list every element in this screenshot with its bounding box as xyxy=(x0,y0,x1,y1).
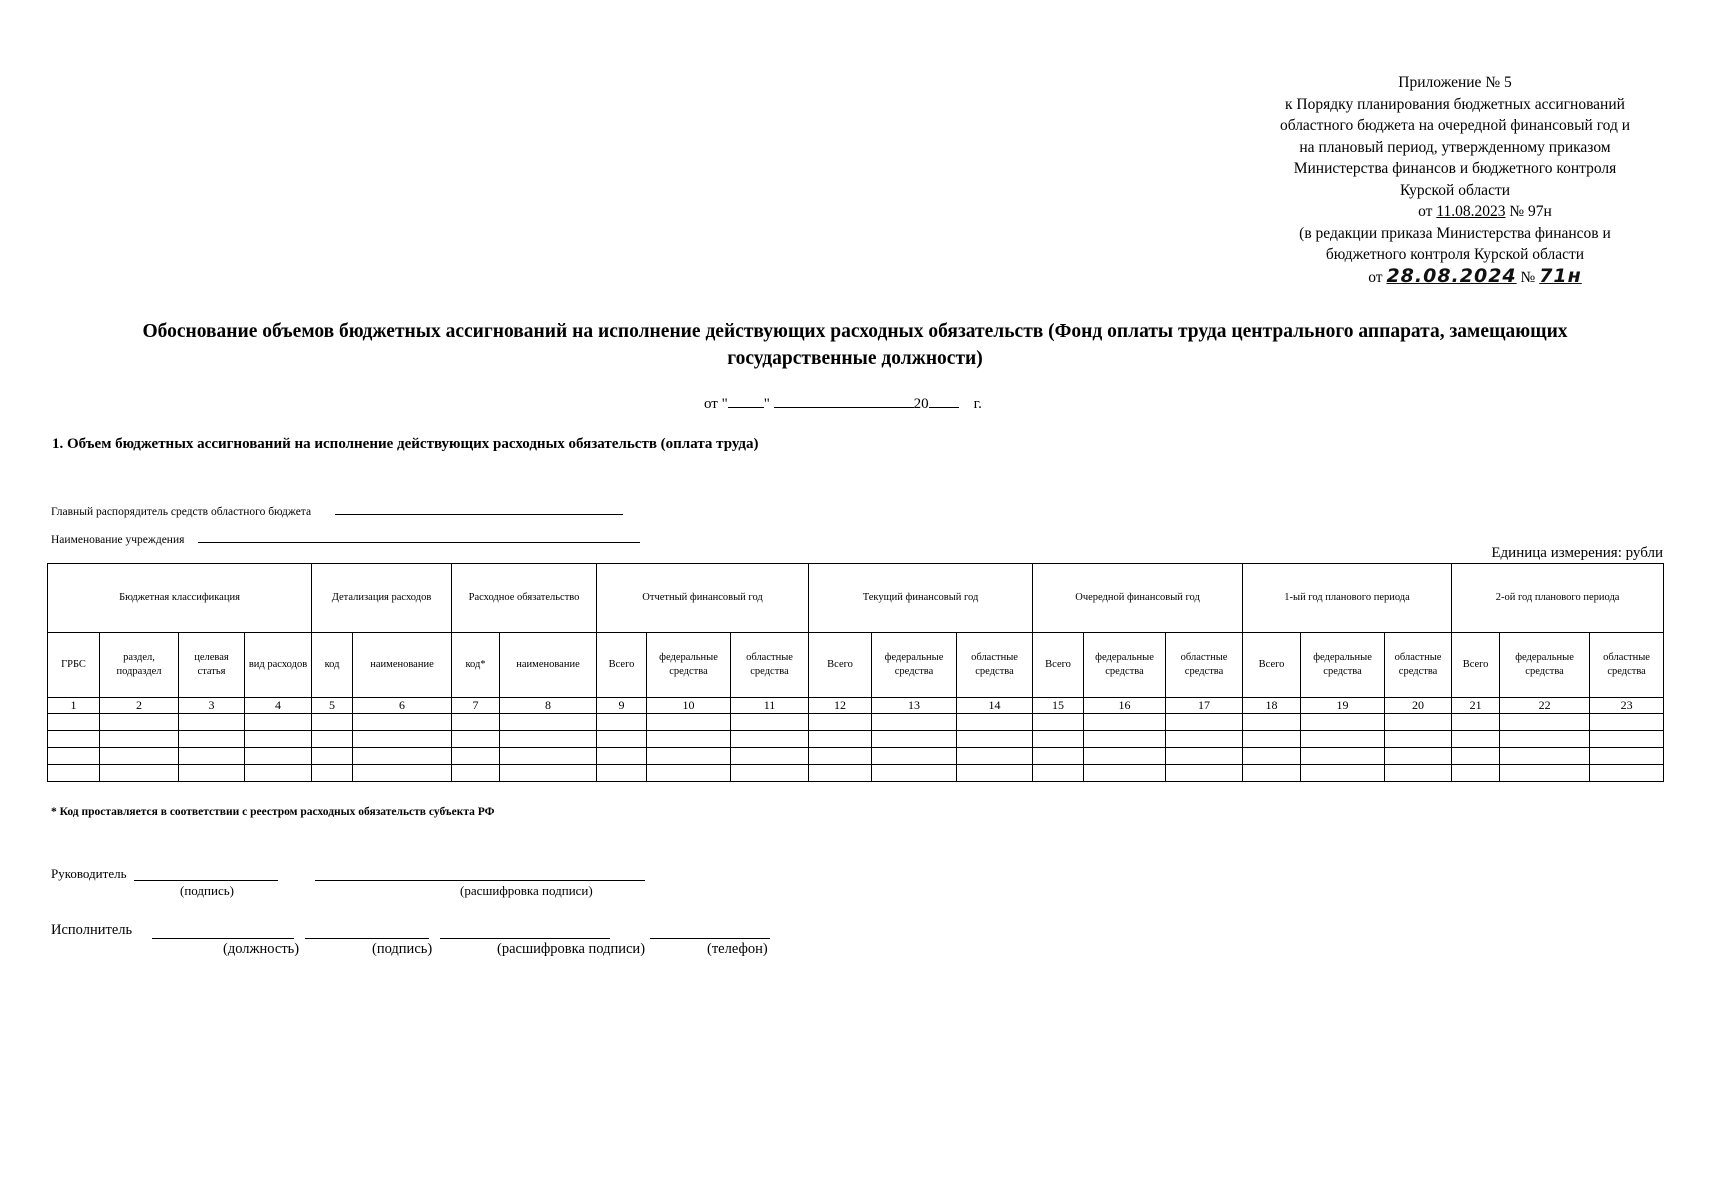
table-subheader-row xyxy=(48,633,1664,698)
order-prefix: от xyxy=(1418,203,1437,220)
table-cell[interactable] xyxy=(1166,714,1243,731)
head-caption-decode: (расшифровка подписи) xyxy=(460,883,593,898)
subheader-federal: федеральные средства xyxy=(1500,633,1590,698)
table-cell[interactable] xyxy=(1166,748,1243,765)
table-cell[interactable] xyxy=(1590,731,1664,748)
head-decode-field[interactable] xyxy=(315,880,645,881)
subheader-total: Всего xyxy=(1033,633,1084,698)
subheader-regional: областные средства xyxy=(731,633,809,698)
table-row xyxy=(48,731,1664,748)
table-cell[interactable] xyxy=(1385,714,1452,731)
subheader-federal: федеральные средства xyxy=(872,633,957,698)
table-cell[interactable] xyxy=(1301,748,1385,765)
table-cell[interactable] xyxy=(1500,748,1590,765)
date-quote-close: " xyxy=(763,396,770,412)
order-reference xyxy=(1255,201,1655,223)
column-number: 17 xyxy=(1166,698,1243,714)
table-cell[interactable] xyxy=(1243,731,1301,748)
subheader-expense-type: вид расходов xyxy=(245,633,312,698)
table-cell[interactable] xyxy=(1243,748,1301,765)
table-cell[interactable] xyxy=(647,714,731,731)
table-cell[interactable] xyxy=(452,731,500,748)
column-number: 13 xyxy=(872,698,957,714)
table-cell[interactable] xyxy=(245,731,312,748)
header-expense-detail: Детализация расходов xyxy=(312,564,452,633)
unit-label: Единица измерения: рубли xyxy=(1491,545,1663,561)
table-cell[interactable] xyxy=(245,714,312,731)
table-cell[interactable] xyxy=(1033,714,1084,731)
table-header-row xyxy=(48,564,1664,633)
table-cell[interactable] xyxy=(452,765,500,782)
table-cell[interactable] xyxy=(957,731,1033,748)
table-cell[interactable] xyxy=(100,714,179,731)
executor-caption-decode: (расшифровка подписи) xyxy=(497,941,646,957)
table-cell[interactable] xyxy=(1084,714,1166,731)
table-cell[interactable] xyxy=(500,731,597,748)
table-cell[interactable] xyxy=(452,748,500,765)
executor-label: Исполнитель xyxy=(51,922,133,938)
column-number-row xyxy=(48,698,1664,714)
table-cell[interactable] xyxy=(1452,714,1500,731)
subheader-total: Всего xyxy=(1452,633,1500,698)
subheader-regional: областные средства xyxy=(1166,633,1243,698)
table-cell[interactable] xyxy=(353,748,452,765)
subheader-total: Всего xyxy=(597,633,647,698)
appendix-line: Приложение № 5 xyxy=(1398,74,1512,91)
column-number: 10 xyxy=(647,698,731,714)
table-cell[interactable] xyxy=(1243,765,1301,782)
subheader-regional: областные средства xyxy=(957,633,1033,698)
table-cell[interactable] xyxy=(647,765,731,782)
header-obligation: Расходное обязательство xyxy=(452,564,597,633)
executor-caption-position: (должность) xyxy=(223,941,300,957)
column-number: 12 xyxy=(809,698,872,714)
column-number: 3 xyxy=(179,698,245,714)
column-number: 4 xyxy=(245,698,312,714)
table-cell[interactable] xyxy=(1385,748,1452,765)
table-cell[interactable] xyxy=(500,765,597,782)
column-number: 21 xyxy=(1452,698,1500,714)
table-cell[interactable] xyxy=(353,731,452,748)
table-cell[interactable] xyxy=(872,714,957,731)
date-line xyxy=(704,393,982,413)
table-cell[interactable] xyxy=(957,748,1033,765)
date-prefix: от " xyxy=(704,396,728,412)
table-cell[interactable] xyxy=(179,714,245,731)
table-row xyxy=(48,765,1664,782)
table-cell[interactable] xyxy=(597,714,647,731)
column-number: 23 xyxy=(1590,698,1664,714)
order-number: № 97н xyxy=(1509,203,1552,220)
head-caption-sign: (подпись) xyxy=(180,883,234,898)
table-cell[interactable] xyxy=(1452,731,1500,748)
year-suffix: г. xyxy=(973,396,982,412)
section-heading: 1. Объем бюджетных ассигнований на исполнение действующих расходных обязательств (оплата труда) xyxy=(52,436,759,452)
column-number: 2 xyxy=(100,698,179,714)
table-cell[interactable] xyxy=(957,765,1033,782)
year-prefix: 20 xyxy=(913,396,929,412)
table-cell[interactable] xyxy=(100,765,179,782)
appendix-line: Министерства финансов и бюджетного контроля xyxy=(1293,160,1617,177)
header-reporting-year: Отчетный финансовый год xyxy=(597,564,809,633)
subheader-section: раздел, подраздел xyxy=(100,633,179,698)
table-cell[interactable] xyxy=(500,748,597,765)
head-signature-field[interactable] xyxy=(134,880,278,881)
table-cell[interactable] xyxy=(647,748,731,765)
column-number: 5 xyxy=(312,698,353,714)
budget-table xyxy=(47,563,1664,782)
table-cell[interactable] xyxy=(597,731,647,748)
table-cell[interactable] xyxy=(1084,748,1166,765)
subheader-regional: областные средства xyxy=(1385,633,1452,698)
table-cell[interactable] xyxy=(1033,765,1084,782)
table-cell[interactable] xyxy=(312,765,353,782)
grbs-field[interactable] xyxy=(335,504,623,515)
subheader-name: наименование xyxy=(500,633,597,698)
column-number: 6 xyxy=(353,698,452,714)
table-cell[interactable] xyxy=(809,765,872,782)
subheader-regional: областные средства xyxy=(1590,633,1664,698)
table-cell[interactable] xyxy=(1590,748,1664,765)
table-cell[interactable] xyxy=(48,731,100,748)
table-cell[interactable] xyxy=(1590,714,1664,731)
column-number: 18 xyxy=(1243,698,1301,714)
edition-reference xyxy=(1295,266,1655,289)
table-cell[interactable] xyxy=(48,748,100,765)
table-cell[interactable] xyxy=(1166,765,1243,782)
table-cell[interactable] xyxy=(872,748,957,765)
header-current-year: Текущий финансовый год xyxy=(809,564,1033,633)
document-title-line: Обоснование объемов бюджетных ассигнований на исполнение действующих расходных обязательств (Фонд оплаты труда центрального аппарата, замещающих xyxy=(142,321,1568,342)
edition-no-label: № xyxy=(1520,268,1536,286)
column-number: 1 xyxy=(48,698,100,714)
table-cell[interactable] xyxy=(179,765,245,782)
subheader-code: код xyxy=(312,633,353,698)
table-cell[interactable] xyxy=(731,714,809,731)
header-budget-classification: Бюджетная классификация xyxy=(48,564,312,633)
table-cell[interactable] xyxy=(957,714,1033,731)
table-cell[interactable] xyxy=(312,731,353,748)
column-number: 8 xyxy=(500,698,597,714)
year-field[interactable] xyxy=(929,393,959,408)
subheader-total: Всего xyxy=(1243,633,1301,698)
table-cell[interactable] xyxy=(48,714,100,731)
table-cell[interactable] xyxy=(731,748,809,765)
table-cell[interactable] xyxy=(1500,731,1590,748)
table-cell[interactable] xyxy=(48,765,100,782)
subheader-code-star: код* xyxy=(452,633,500,698)
table-cell[interactable] xyxy=(1452,765,1500,782)
institution-field[interactable] xyxy=(198,532,640,543)
table-cell[interactable] xyxy=(597,765,647,782)
table-cell[interactable] xyxy=(1301,731,1385,748)
table-cell[interactable] xyxy=(1084,765,1166,782)
document-title-line: государственные должности) xyxy=(727,348,983,369)
table-cell[interactable] xyxy=(312,714,353,731)
table-cell[interactable] xyxy=(1301,765,1385,782)
table-cell[interactable] xyxy=(1452,748,1500,765)
header-plan-year-2: 2-ой год планового периода xyxy=(1452,564,1664,633)
table-cell[interactable] xyxy=(1385,731,1452,748)
table-cell[interactable] xyxy=(1385,765,1452,782)
table-cell[interactable] xyxy=(100,748,179,765)
table-cell[interactable] xyxy=(353,714,452,731)
subheader-federal: федеральные средства xyxy=(1301,633,1385,698)
table-cell[interactable] xyxy=(647,731,731,748)
document-title xyxy=(50,318,1660,372)
footnote: * Код проставляется в соответствии с реестром расходных обязательств субъекта РФ xyxy=(51,806,495,818)
subheader-target-article: целевая статья xyxy=(179,633,245,698)
appendix-line: на плановый период, утвержденному приказом xyxy=(1299,138,1611,156)
table-cell[interactable] xyxy=(809,731,872,748)
subheader-name: наименование xyxy=(353,633,452,698)
table-cell[interactable] xyxy=(1500,714,1590,731)
column-number: 22 xyxy=(1500,698,1590,714)
table-cell[interactable] xyxy=(452,714,500,731)
month-field[interactable] xyxy=(774,393,914,408)
appendix-line: Курской области xyxy=(1399,181,1511,199)
column-number: 9 xyxy=(597,698,647,714)
header-plan-year-1: 1-ый год планового периода xyxy=(1243,564,1452,633)
column-number: 19 xyxy=(1301,698,1385,714)
subheader-total: Всего xyxy=(809,633,872,698)
institution-label: Наименование учреждения xyxy=(51,534,185,546)
table-cell[interactable] xyxy=(179,731,245,748)
edition-number-handwritten: 71н xyxy=(1539,264,1582,287)
table-cell[interactable] xyxy=(1033,748,1084,765)
table-cell[interactable] xyxy=(872,731,957,748)
table-cell[interactable] xyxy=(731,765,809,782)
subheader-federal: федеральные средства xyxy=(1084,633,1166,698)
table-cell[interactable] xyxy=(809,714,872,731)
table-cell[interactable] xyxy=(353,765,452,782)
institution-field-row xyxy=(51,532,640,546)
day-field[interactable] xyxy=(728,393,764,408)
edition-line: бюджетного контроля Курской области xyxy=(1325,246,1585,263)
column-number: 7 xyxy=(452,698,500,714)
subheader-grbs: ГРБС xyxy=(48,633,100,698)
table-cell[interactable] xyxy=(245,748,312,765)
appendix-line: к Порядку планирования бюджетных ассигнований xyxy=(1285,95,1625,113)
table-cell[interactable] xyxy=(1166,731,1243,748)
table-cell[interactable] xyxy=(1590,765,1664,782)
table-cell[interactable] xyxy=(1500,765,1590,782)
head-label: Руководитель xyxy=(51,866,127,881)
table-cell[interactable] xyxy=(597,748,647,765)
edition-date-handwritten: 28.08.2024 xyxy=(1386,264,1517,287)
executor-signature-field[interactable] xyxy=(305,938,429,939)
appendix-block xyxy=(1255,72,1655,288)
column-number: 16 xyxy=(1084,698,1166,714)
table-cell[interactable] xyxy=(100,731,179,748)
table-cell[interactable] xyxy=(1243,714,1301,731)
order-date: 11.08.2023 xyxy=(1436,203,1506,220)
executor-decode-field[interactable] xyxy=(440,938,610,939)
grbs-label: Главный распорядитель средств областного бюджета xyxy=(51,506,312,518)
column-number: 15 xyxy=(1033,698,1084,714)
executor-caption-sign: (подпись) xyxy=(372,941,433,957)
table-row xyxy=(48,748,1664,765)
table-cell[interactable] xyxy=(245,765,312,782)
executor-caption-phone: (телефон) xyxy=(707,941,768,957)
table-cell[interactable] xyxy=(872,765,957,782)
table-cell[interactable] xyxy=(179,748,245,765)
table-cell[interactable] xyxy=(500,714,597,731)
column-number: 11 xyxy=(731,698,809,714)
appendix-line: областного бюджета на очередной финансовый год и xyxy=(1279,117,1631,134)
edition-line: (в редакции приказа Министерства финансов и xyxy=(1299,224,1611,242)
edition-prefix: от xyxy=(1368,268,1383,286)
table-cell[interactable] xyxy=(1084,731,1166,748)
executor-phone-field[interactable] xyxy=(650,938,770,939)
table-cell[interactable] xyxy=(312,748,353,765)
table-cell[interactable] xyxy=(1301,714,1385,731)
grbs-field-row xyxy=(51,504,623,518)
executor-position-field[interactable] xyxy=(152,938,294,939)
table-cell[interactable] xyxy=(731,731,809,748)
column-number: 14 xyxy=(957,698,1033,714)
table-row xyxy=(48,714,1664,731)
subheader-federal: федеральные средства xyxy=(647,633,731,698)
column-number: 20 xyxy=(1385,698,1452,714)
header-next-year: Очередной финансовый год xyxy=(1033,564,1243,633)
table-cell[interactable] xyxy=(809,748,872,765)
table-cell[interactable] xyxy=(1033,731,1084,748)
